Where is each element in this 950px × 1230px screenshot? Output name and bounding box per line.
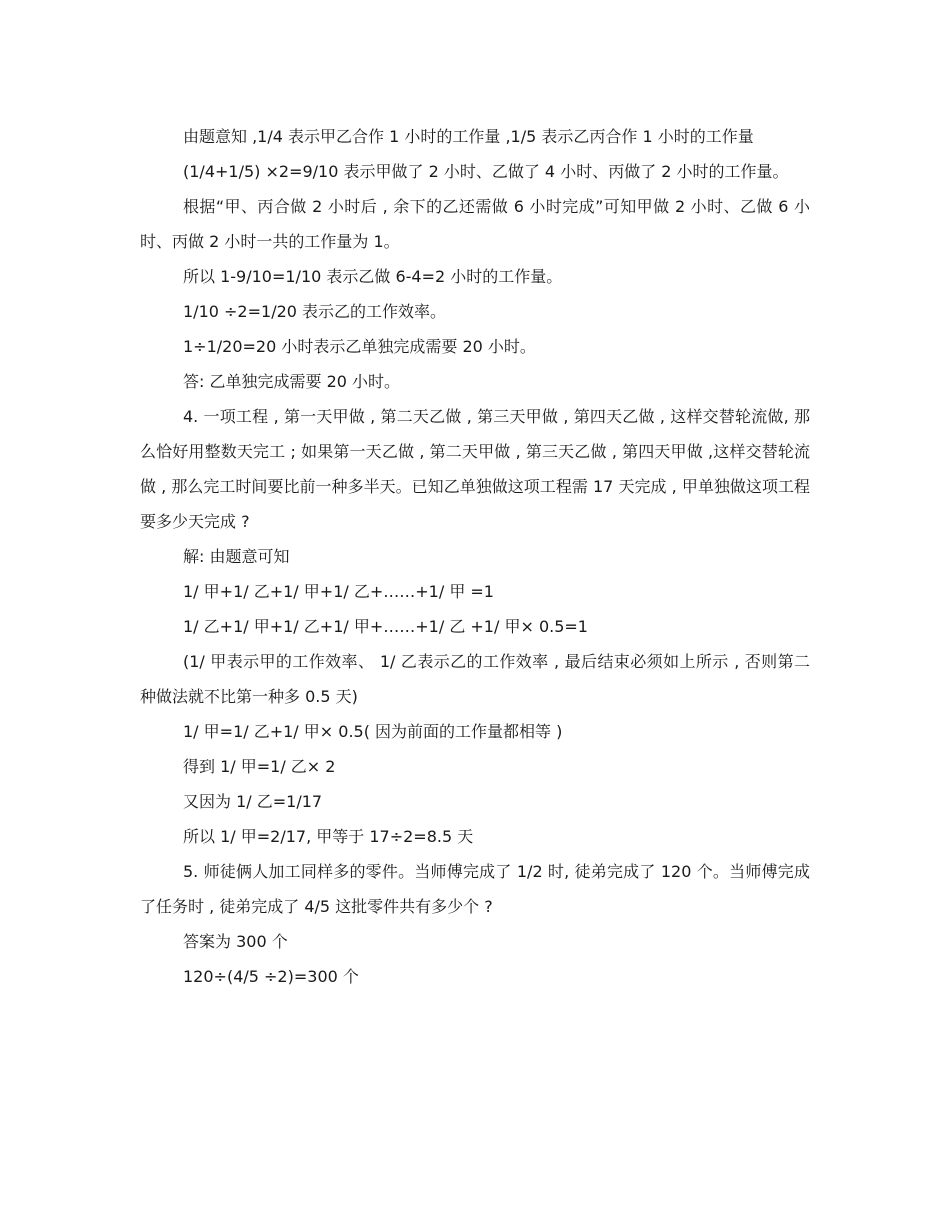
paragraph: 1/10 ÷2=1/20 表示乙的工作效率。	[183, 302, 447, 321]
paragraph: (1/ 甲表示甲的工作效率、 1/ 乙表示乙的工作效率 , 最后结束必须如上所示 , 否则第二种做法就不比第一种多 0.5 天)	[140, 652, 810, 706]
equation-line: 又因为 1/ 乙=1/17	[183, 792, 323, 811]
paragraph: 由题意知 ,1/4 表示甲乙合作 1 小时的工作量 ,1/5 表示乙丙合作 1 小时的工作量	[183, 127, 754, 146]
answer-line: 答: 乙单独完成需要 20 小时。	[183, 372, 401, 391]
equation-line: 120÷(4/5 ÷2)=300 个	[183, 967, 359, 986]
paragraph: 1÷1/20=20 小时表示乙单独完成需要 20 小时。	[183, 337, 536, 356]
document-body	[140, 119, 810, 994]
equation-line: 所以 1/ 甲=2/17, 甲等于 17÷2=8.5 天	[183, 827, 474, 846]
equation-line: 1/ 甲+1/ 乙+1/ 甲+1/ 乙+……+1/ 甲 =1	[183, 582, 494, 601]
solution-heading: 解: 由题意可知	[183, 547, 290, 566]
question-4: 4. 一项工程 , 第一天甲做 , 第二天乙做 , 第三天甲做 , 第四天乙做 , 这样交替轮流做, 那么恰好用整数天完工 ; 如果第一天乙做 , 第二天甲做 , 第三天乙做 , 第四天甲做 ,这样交替轮流做 , 那么完工时间要比前一种多半天。已知乙单独做这项工程需 17 天完成 , 甲单独做这项工程要多少天完成 ?	[140, 407, 810, 531]
paragraph: 根据“甲、丙合做 2 小时后 , 余下的乙还需做 6 小时完成”可知甲做 2 小时、乙做 6 小时、丙做 2 小时一共的工作量为 1。	[140, 197, 810, 251]
answer-line: 答案为 300 个	[183, 932, 288, 951]
equation-line: 1/ 乙+1/ 甲+1/ 乙+1/ 甲+……+1/ 乙 +1/ 甲× 0.5=1	[183, 617, 588, 636]
question-5: 5. 师徒俩人加工同样多的零件。当师傅完成了 1/2 时, 徒弟完成了 120 个。当师傅完成了任务时 , 徒弟完成了 4/5 这批零件共有多少个 ?	[140, 862, 810, 916]
paragraph: 所以 1-9/10=1/10 表示乙做 6-4=2 小时的工作量。	[183, 267, 563, 286]
equation-line: 1/ 甲=1/ 乙+1/ 甲× 0.5( 因为前面的工作量都相等 )	[183, 722, 563, 741]
paragraph: (1/4+1/5) ×2=9/10 表示甲做了 2 小时、乙做了 4 小时、丙做了 2 小时的工作量。	[183, 162, 789, 181]
equation-line: 得到 1/ 甲=1/ 乙× 2	[183, 757, 336, 776]
